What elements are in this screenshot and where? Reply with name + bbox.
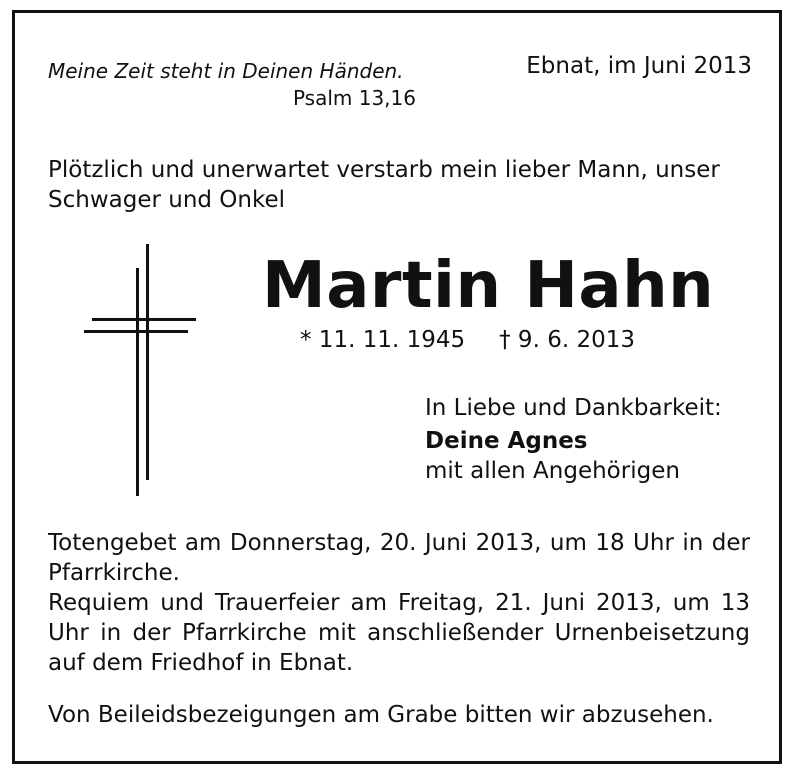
family-line: mit allen Angehörigen: [425, 458, 680, 484]
death-date: † 9. 6. 2013: [499, 327, 635, 353]
requiem-announcement: Requiem und Trauerfeier am Freitag, 21. Juni 2013, um 13 Uhr in der Pfarrkirche mit anschließender Urnenbeisetzung auf dem Friedhof in Ebnat.: [48, 590, 750, 676]
intro-text: Plötzlich und unerwartet verstarb mein lieber Mann, unser Schwager und Onkel: [48, 157, 720, 213]
life-dates: [300, 325, 635, 355]
deceased-name: Martin Hahn: [262, 249, 715, 323]
service-info: [48, 528, 750, 678]
birth-date: * 11. 11. 1945: [300, 327, 466, 353]
closing-note: Von Beileidsbezeigungen am Grabe bitten wir abzusehen.: [48, 702, 714, 728]
signer-name: Deine Agnes: [425, 428, 588, 454]
prayer-announcement: Totengebet am Donnerstag, 20. Juni 2013, um 18 Uhr in der Pfarrkirche.: [48, 530, 750, 586]
motto-source: Psalm 13,16: [292, 86, 416, 110]
cross-icon: [80, 244, 200, 498]
motto-quote: Meine Zeit steht in Deinen Händen.: [48, 59, 404, 83]
place-date: Ebnat, im Juni 2013: [526, 53, 752, 79]
thanks-line: In Liebe und Dankbarkeit:: [425, 395, 722, 421]
